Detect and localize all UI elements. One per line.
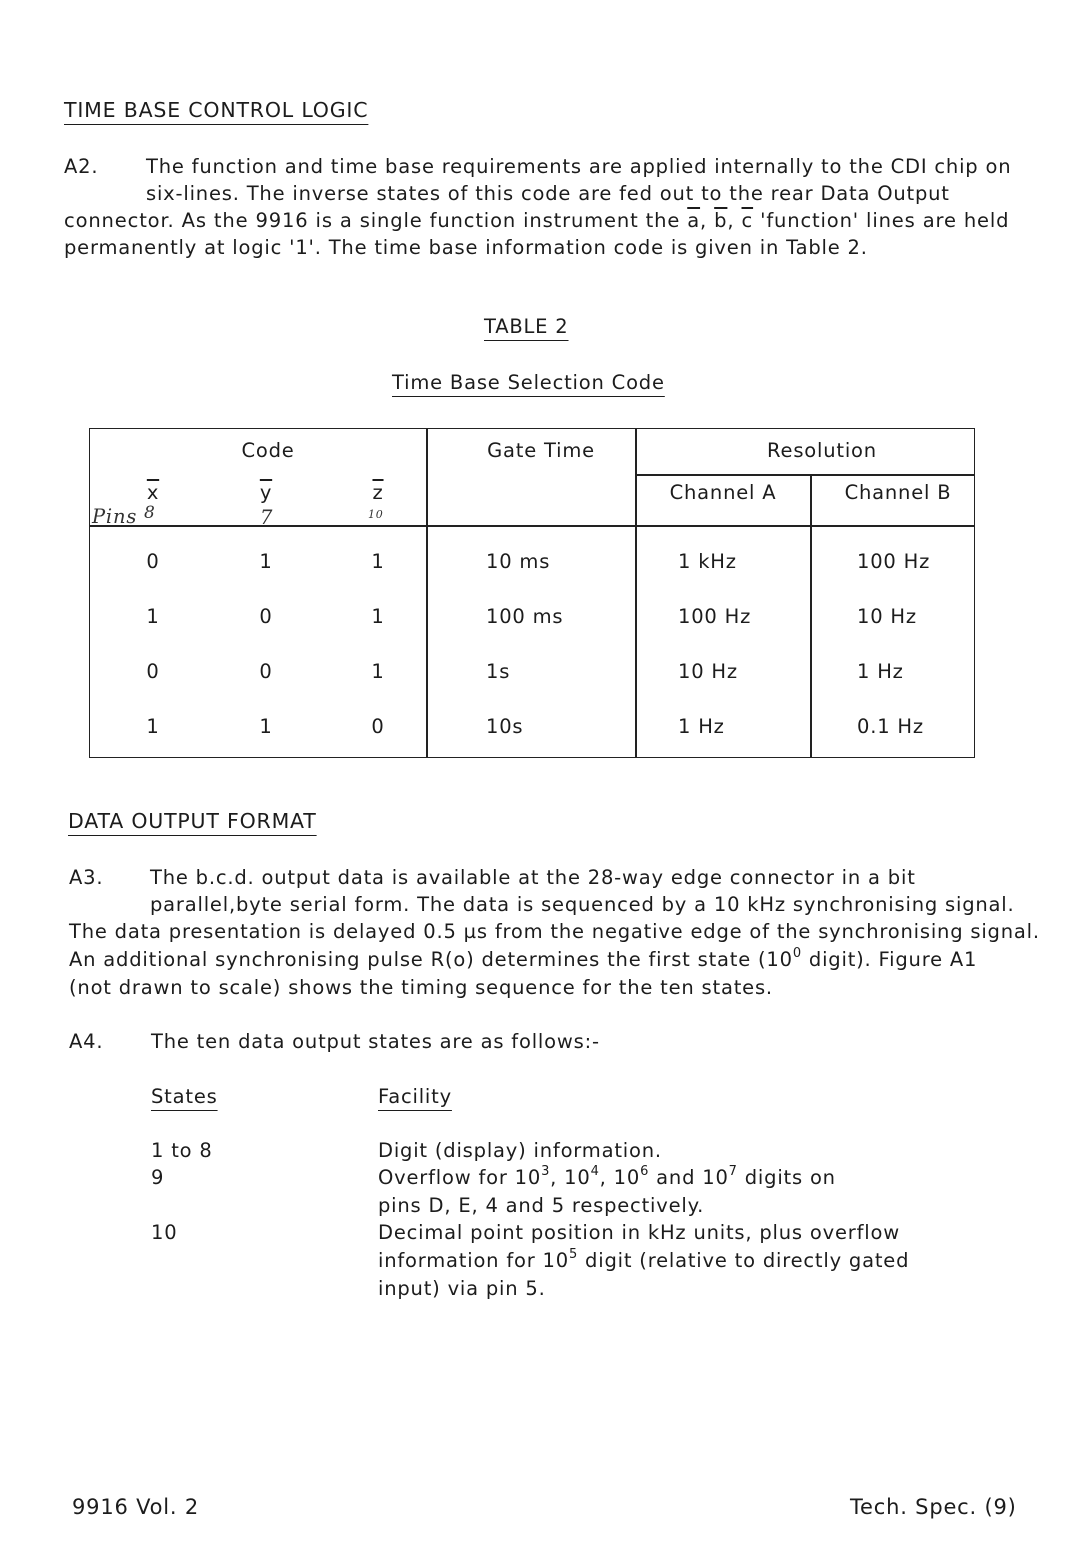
a3-line-4 <box>69 948 977 971</box>
function-line-a: $\overline{a}$ <box>687 209 701 232</box>
a2-line-2: six-lines. The inverse states of this code are fed out to the rear Data Output <box>146 182 950 205</box>
state-9: 9 <box>151 1166 165 1189</box>
time-base-table <box>89 428 975 758</box>
handwritten-pin-x: 8 <box>144 503 156 523</box>
a2-line-3: connector. As the 9916 is a single function instrument the $\overline{a}$, $\overline{b}$, $\overline{c}$ 'function' lines are held <box>64 209 1010 232</box>
a2-line-4: permanently at logic '1'. The time base information code is given in Table 2. <box>64 236 868 259</box>
row-1-z: 1 <box>371 550 385 573</box>
function-line-c: $\overline{c}$ <box>741 209 754 232</box>
row-3-x: 0 <box>146 660 160 683</box>
f3-exp: 5 <box>568 1247 579 1262</box>
a2-line-3-tail: 'function' lines are held <box>753 209 1010 232</box>
handwritten-pin-z: 10 <box>368 508 384 521</box>
handwritten-pin-y: 7 <box>260 506 274 529</box>
row-2-y: 0 <box>259 605 273 628</box>
facility-3-line-1: Decimal point position in kHz units, plus overflow <box>378 1221 900 1244</box>
a3-line-4-tail: digit). Figure A1 <box>801 948 978 971</box>
state-1-to-8: 1 to 8 <box>151 1139 213 1162</box>
table-subtitle: Time Base Selection Code <box>392 371 665 394</box>
row-2-channel-b: 10 Hz <box>857 605 917 628</box>
row-1-x: 0 <box>146 550 160 573</box>
f3-text-1: information for 10 <box>378 1249 569 1272</box>
paragraph-number-a3: A3. <box>69 866 104 889</box>
f2-text-4: and 10 <box>649 1166 729 1189</box>
row-1-y: 1 <box>259 550 273 573</box>
f2-text-3: , 10 <box>599 1166 641 1189</box>
row-3-channel-a: 10 Hz <box>678 660 738 683</box>
row-2-x: 1 <box>146 605 160 628</box>
facility-3-line-2 <box>378 1249 909 1272</box>
f2-exp-1: 3 <box>541 1164 551 1179</box>
row-4-channel-a: 1 Hz <box>678 715 725 738</box>
row-2-gate: 100 ms <box>486 605 564 628</box>
header-z: $\overline{z}$ <box>372 481 384 504</box>
header-code: Code <box>241 439 295 462</box>
row-3-gate: 1s <box>486 660 511 683</box>
a3-line-5: (not drawn to scale) shows the timing sequence for the ten states. <box>69 976 773 999</box>
a3-line-2: parallel,byte serial form. The data is sequenced by a 10 kHz synchronising signal. <box>150 893 1015 916</box>
footer-volume: 9916 Vol. 2 <box>72 1495 200 1519</box>
row-2-z: 1 <box>371 605 385 628</box>
row-1-channel-b: 100 Hz <box>857 550 931 573</box>
facility-2-line-2: pins D, E, 4 and 5 respectively. <box>378 1194 705 1217</box>
row-4-gate: 10s <box>486 715 524 738</box>
footer-page: Tech. Spec. (9) <box>850 1495 1017 1519</box>
header-x: $\overline{x}$ <box>146 481 160 504</box>
paragraph-number-a2: A2. <box>64 155 99 178</box>
f2-text-2: , 10 <box>550 1166 591 1189</box>
f2-exp-4: 7 <box>728 1164 738 1179</box>
row-4-channel-b: 0.1 Hz <box>857 715 924 738</box>
a3-exponent: 0 <box>792 946 802 961</box>
facility-header: Facility <box>378 1085 452 1108</box>
header-y: $\overline{y}$ <box>259 481 273 504</box>
row-3-z: 1 <box>371 660 385 683</box>
f2-exp-3: 6 <box>640 1164 650 1179</box>
handwritten-pins-label: Pins <box>92 505 138 528</box>
row-1-gate: 10 ms <box>486 550 551 573</box>
function-line-b: $\overline{b}$ <box>714 209 728 232</box>
row-3-channel-b: 1 Hz <box>857 660 904 683</box>
states-header: States <box>151 1085 218 1108</box>
section-heading-time-base: TIME BASE CONTROL LOGIC <box>64 98 369 122</box>
f3-text-2: digit (relative to directly gated <box>578 1249 910 1272</box>
table-title: TABLE 2 <box>484 315 569 338</box>
f2-exp-2: 4 <box>590 1164 600 1179</box>
facility-1: Digit (display) information. <box>378 1139 662 1162</box>
f2-text-5: digits on <box>737 1166 836 1189</box>
facility-3-line-3: input) via pin 5. <box>378 1277 546 1300</box>
row-4-x: 1 <box>146 715 160 738</box>
a3-line-1: The b.c.d. output data is available at the 28-way edge connector in a bit <box>150 866 916 889</box>
f2-text-1: Overflow for 10 <box>378 1166 542 1189</box>
row-4-y: 1 <box>259 715 273 738</box>
a3-line-3: The data presentation is delayed 0.5 µs from the negative edge of the synchronising signal. <box>69 920 1040 943</box>
header-gate-time: Gate Time <box>487 439 595 462</box>
a2-line-3-text: connector. As the 9916 is a single function instrument the <box>64 209 688 232</box>
header-resolution: Resolution <box>767 439 877 462</box>
state-10: 10 <box>151 1221 178 1244</box>
a2-line-1: The function and time base requirements are applied internally to the CDI chip on <box>146 155 1012 178</box>
a4-line: The ten data output states are as follows:- <box>151 1030 600 1053</box>
row-4-z: 0 <box>371 715 385 738</box>
section-heading-data-output: DATA OUTPUT FORMAT <box>68 809 317 833</box>
facility-2-line-1 <box>378 1166 836 1189</box>
row-2-channel-a: 100 Hz <box>678 605 752 628</box>
header-channel-b: Channel B <box>844 481 952 504</box>
header-channel-a: Channel A <box>669 481 777 504</box>
a3-line-4-text: An additional synchronising pulse R(o) determines the first state (10 <box>69 948 793 971</box>
paragraph-number-a4: A4. <box>69 1030 104 1053</box>
row-1-channel-a: 1 kHz <box>678 550 737 573</box>
row-3-y: 0 <box>259 660 273 683</box>
